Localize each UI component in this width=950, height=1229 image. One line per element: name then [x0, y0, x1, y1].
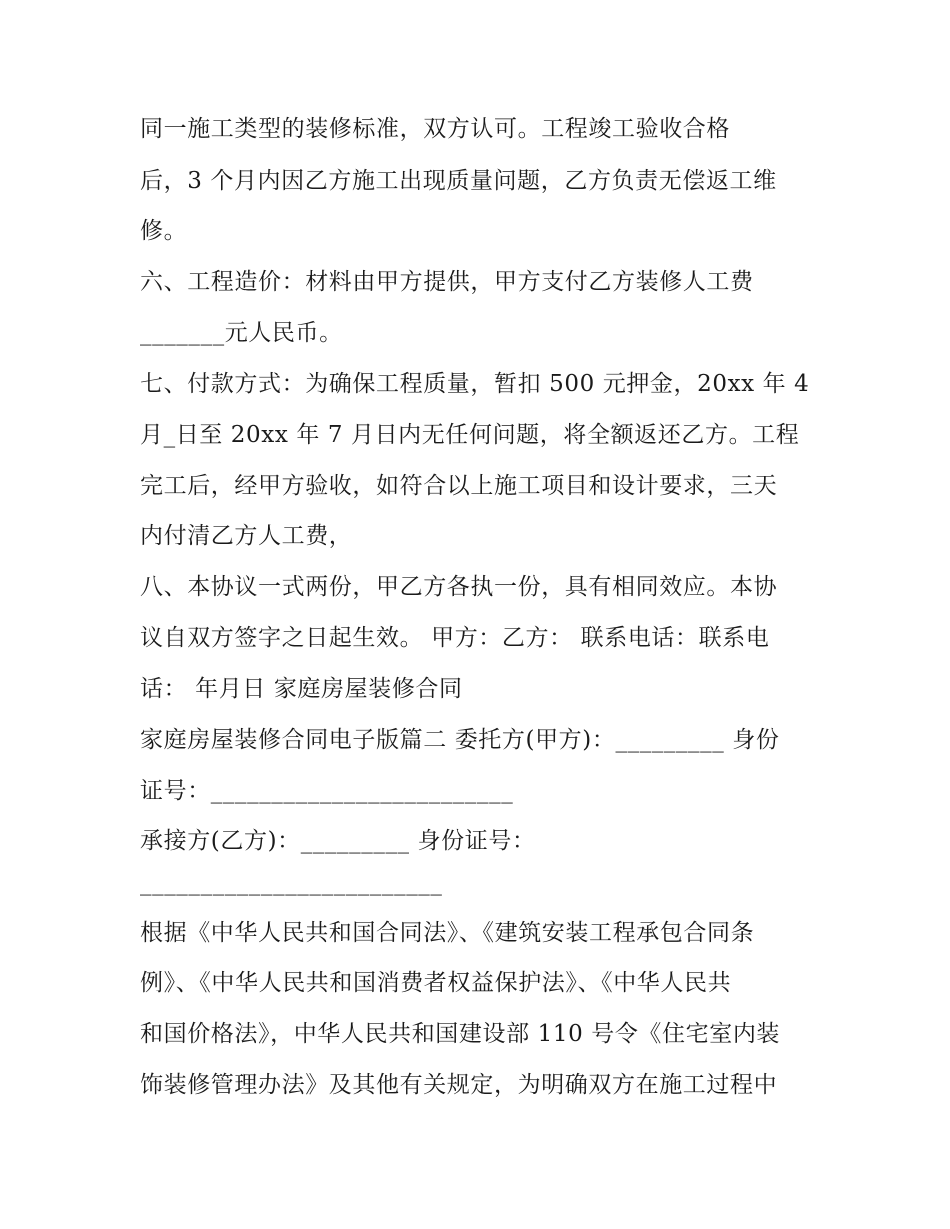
- text-line-16: _________________________: [140, 870, 443, 896]
- text-line-17: 根据《中华人民共和国合同法》、《建筑安装工程承包合同条: [140, 920, 755, 946]
- text-line-20: 饰装修管理办法》及其他有关规定，为明确双方在施工过程中: [140, 1072, 778, 1098]
- text-line-13: 家庭房屋装修合同电子版篇二 委托方(甲方)：_________ 身份: [140, 727, 780, 753]
- text-line-4: 六、工程造价：材料由甲方提供，甲方支付乙方装修人工费: [140, 269, 754, 295]
- text-line-2: 后，3 个月内因乙方施工出现质量问题，乙方负责无偿返工维: [140, 168, 777, 194]
- text-line-5: _______元人民币。: [140, 320, 343, 346]
- text-line-18: 例》、《中华人民共和国消费者权益保护法》、《中华人民共: [140, 970, 732, 996]
- text-line-9: 内付清乙方人工费，: [140, 523, 353, 549]
- text-line-6: 七、付款方式：为确保工程质量，暂扣 500 元押金，20xx 年 4: [140, 371, 810, 397]
- text-line-10: 八、本协议一式两份，甲乙方各执一份，具有相同效应。本协: [140, 574, 778, 600]
- text-line-12: 话： 年月日 家庭房屋装修合同: [140, 676, 463, 702]
- text-line-8: 完工后，经甲方验收，如符合以上施工项目和设计要求，三天: [140, 473, 778, 499]
- text-line-1: 同一施工类型的装修标准，双方认可。工程竣工验收合格: [140, 116, 730, 142]
- text-line-7: 月_日至 20xx 年 7 月日内无任何问题，将全额返还乙方。工程: [140, 422, 800, 448]
- text-line-3: 修。: [140, 218, 188, 244]
- text-line-15: 承接方(乙方)：_________ 身份证号：: [140, 828, 536, 854]
- text-line-14: 证号：_________________________: [140, 778, 514, 804]
- text-line-19: 和国价格法》，中华人民共和国建设部 110 号令《住宅室内装: [140, 1021, 781, 1047]
- text-line-11: 议自双方签字之日起生效。 甲方：乙方： 联系电话：联系电: [140, 625, 770, 651]
